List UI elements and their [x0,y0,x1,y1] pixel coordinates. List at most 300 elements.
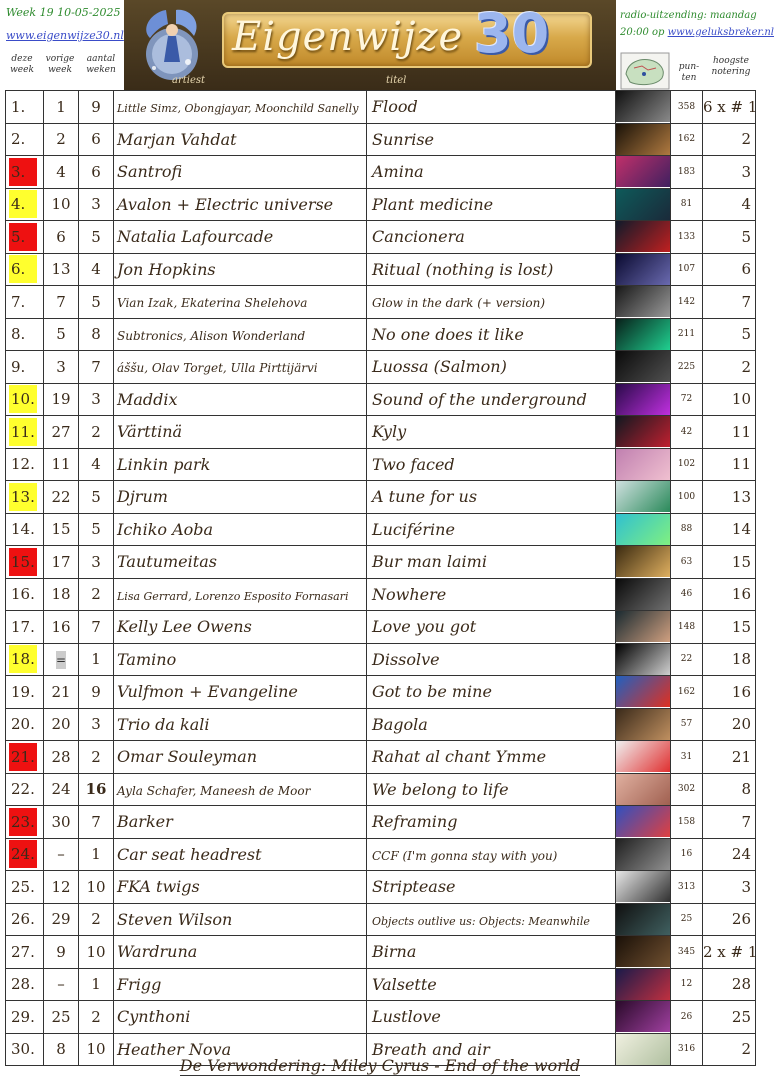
position: 21. [9,743,37,771]
artist-cell [114,741,367,774]
peak-cell [703,253,756,286]
weeks-cell [79,188,114,221]
position: 25. [11,877,35,896]
points-cell [671,448,703,481]
position: 19. [11,682,35,701]
broadcast-info [620,27,774,38]
prev-position: – [57,845,65,864]
peak: 16 [731,585,751,604]
weeks-cell [79,578,114,611]
title-cell [367,676,616,709]
title-cell [367,578,616,611]
site-link[interactable]: www.eigenwijze30.nl [6,29,124,42]
artist: Tautumeitas [117,552,217,572]
cover-cell [616,546,671,579]
cover-cell [616,351,671,384]
points: 100 [677,491,696,502]
artist: Heather Nova [117,1039,232,1059]
points-cell [671,123,703,156]
prev-cell [44,936,79,969]
album-cover-image [616,644,670,675]
table-row [6,156,756,189]
chart-table [5,90,756,1066]
week-date: Week 19 10-05-2025 [6,6,121,19]
artist: Lisa Gerrard, Lorenzo Esposito Fornasari [117,589,349,603]
cover-cell [616,513,671,546]
prev-cell [44,871,79,904]
points: 25 [680,914,693,925]
cover-cell [616,611,671,644]
album-cover-image [616,351,670,382]
peak: 5 [741,325,751,344]
title-cell [367,936,616,969]
points-cell [671,383,703,416]
track-title: We belong to life [372,779,509,799]
weeks-cell [79,838,114,871]
points-cell [671,318,703,351]
title-cell [367,773,616,806]
album-cover-image [616,936,670,967]
album-cover-image [616,774,670,805]
prev-position: 17 [51,552,71,571]
points-cell [671,806,703,839]
cover-cell [616,416,671,449]
weeks-count: 10 [86,877,106,896]
prev-cell [44,968,79,1001]
position: 20. [11,715,35,734]
table-row [6,481,756,514]
points: 162 [677,686,696,697]
position: 6. [9,255,37,283]
track-title: Valsette [372,974,437,994]
position-cell [6,676,44,709]
points-cell [671,91,703,124]
prev-cell [44,416,79,449]
prev-position: 6 [56,227,66,246]
peak: 26 [731,910,751,929]
peak-cell [703,806,756,839]
artist: Barker [117,812,173,832]
points: 26 [680,1011,693,1022]
points: 183 [677,166,696,177]
track-title: Glow in the dark (+ version) [372,296,546,311]
position-cell [6,448,44,481]
cover-cell [616,871,671,904]
position-cell [6,578,44,611]
artist-cell [114,351,367,384]
prev-position: 22 [51,487,71,506]
prev-cell [44,383,79,416]
position-cell [6,806,44,839]
title-cell [367,871,616,904]
artist: Steven Wilson [117,909,233,929]
position: 24. [9,840,37,868]
title-cell [367,903,616,936]
table-row [6,806,756,839]
title-cell [367,643,616,676]
position: 7. [11,292,26,311]
artist: Tamino [117,649,177,669]
points-cell [671,643,703,676]
position: 28. [11,975,35,994]
prev-position: 19 [51,390,71,409]
weeks-count: 4 [91,260,101,279]
weeks-count: 2 [91,422,101,441]
cover-cell [616,383,671,416]
points-cell [671,546,703,579]
artist: FKA twigs [117,877,200,897]
weeks-count: 1 [91,650,101,669]
footer [0,1056,760,1075]
prev-cell [44,448,79,481]
track-title: Amina [372,162,424,182]
weeks-count: 3 [91,715,101,734]
points: 162 [677,134,696,145]
album-cover-image [616,156,670,187]
table-row [6,611,756,644]
weeks-count: 2 [91,585,101,604]
position-cell [6,253,44,286]
cover-cell [616,806,671,839]
album-cover-image [616,676,670,707]
page-title: Eigenwijze [232,14,464,60]
position: 30. [11,1040,35,1059]
points: 12 [680,979,693,990]
prev-cell [44,741,79,774]
prev-cell [44,318,79,351]
position-cell [6,188,44,221]
artist: Trio da kali [117,714,210,734]
prev-position: 3 [56,357,66,376]
peak-cell [703,903,756,936]
weeks-cell [79,1001,114,1034]
peak: 16 [731,682,751,701]
prev-cell [44,643,79,676]
peak: 10 [731,390,751,409]
weeks-count: 6 [91,130,101,149]
title-cell [367,741,616,774]
artist-cell [114,676,367,709]
artist-cell [114,903,367,936]
weeks-cell [79,676,114,709]
col-head-this-week: deze week [10,54,34,75]
prev-cell [44,286,79,319]
position: 2. [11,130,26,149]
position-cell [6,903,44,936]
cover-cell [616,318,671,351]
points-cell [671,513,703,546]
prev-position: 20 [51,715,71,734]
peak-cell [703,773,756,806]
peak: 8 [741,780,751,799]
position: 18. [9,645,37,673]
title-cell [367,221,616,254]
position-cell [6,773,44,806]
peak: 21 [731,747,751,766]
peak: 14 [731,520,751,539]
cover-cell [616,838,671,871]
artist: Frigg [117,974,162,994]
artist-cell [114,383,367,416]
position: 12. [11,455,35,474]
peak-cell [703,1001,756,1034]
artist-cell [114,968,367,1001]
weeks-count: 5 [91,292,101,311]
position: 9. [11,357,26,376]
prev-position: 18 [51,585,71,604]
position: 16. [11,585,35,604]
track-title: Rahat al chant Ymme [372,747,547,767]
points-cell [671,1001,703,1034]
cover-cell [616,643,671,676]
artist-cell [114,578,367,611]
points-cell [671,676,703,709]
prev-position: 21 [51,682,71,701]
peak: 2 [741,130,751,149]
artist-cell [114,611,367,644]
peak: 3 [741,877,751,896]
prev-cell [44,676,79,709]
peak-cell [703,611,756,644]
points-cell [671,416,703,449]
album-cover-image [616,189,670,220]
label-artist: artiest [172,75,206,86]
artist: Linkin park [117,454,211,474]
album-cover-image [616,709,670,740]
weeks-cell [79,221,114,254]
points-cell [671,253,703,286]
points: 211 [677,329,696,340]
position: 29. [11,1007,35,1026]
position-cell [6,611,44,644]
track-title: No one does it like [372,324,524,344]
artist: Marjan Vahdat [117,129,237,149]
position-cell [6,91,44,124]
album-cover-image [616,1001,670,1032]
weeks-count: 4 [91,455,101,474]
position: 13. [9,483,37,511]
weeks-count: 3 [91,390,101,409]
table-row [6,91,756,124]
prev-position: 9 [56,942,66,961]
weeks-count: 7 [91,617,101,636]
track-title: Reframing [372,812,458,832]
title-cell [367,318,616,351]
peak-cell [703,156,756,189]
title-cell [367,448,616,481]
artist: Santrofi [117,162,183,182]
prev-cell [44,1001,79,1034]
prev-position: 11 [51,455,71,474]
cover-cell [616,578,671,611]
points-cell [671,481,703,514]
weeks-count: 5 [91,487,101,506]
peak-cell [703,968,756,1001]
label-title: titel [386,75,407,86]
prev-position: 7 [56,292,66,311]
track-title: Plant medicine [372,194,494,214]
prev-cell [44,513,79,546]
peak-cell [703,676,756,709]
peak-cell [703,643,756,676]
album-cover-image [616,319,670,350]
title-cell [367,968,616,1001]
artist-cell [114,318,367,351]
cover-cell [616,91,671,124]
prev-position: – [57,975,65,994]
points-cell [671,611,703,644]
points: 88 [680,524,693,535]
points: 316 [677,1044,696,1055]
peak: 28 [731,975,751,994]
weeks-count: 3 [91,195,101,214]
peak: 25 [731,1007,751,1026]
track-title: Sunrise [372,129,435,149]
peak-cell [703,448,756,481]
weeks-count: 7 [91,812,101,831]
points-cell [671,578,703,611]
position: 8. [11,325,26,344]
artist-cell [114,546,367,579]
album-cover-image [616,254,670,285]
prev-cell [44,351,79,384]
position: 27. [11,942,35,961]
peak-cell [703,708,756,741]
artist-cell [114,936,367,969]
weeks-count: 1 [91,975,101,994]
prev-cell [44,838,79,871]
album-cover-image [616,221,670,252]
album-cover-image [616,579,670,610]
points: 31 [680,751,693,762]
points: 81 [680,199,693,210]
album-cover-image [616,481,670,512]
prev-position: 29 [51,910,71,929]
prev-position: 28 [51,747,71,766]
points-cell [671,156,703,189]
prev-position: 27 [51,422,71,441]
peak: 24 [731,845,751,864]
broadcast-site-link[interactable]: www.geluksbreker.nl [667,27,774,38]
position: 5. [9,223,37,251]
track-title: Objects outlive us: Objects: Meanwhile [372,914,590,928]
table-row [6,286,756,319]
points: 358 [677,101,696,112]
position-cell [6,936,44,969]
artist: Cynthoni [117,1007,191,1027]
track-title: Two faced [372,454,455,474]
cover-cell [616,123,671,156]
artist-cell [114,91,367,124]
cover-cell [616,773,671,806]
title-cell [367,383,616,416]
table-row [6,416,756,449]
points: 345 [677,946,696,957]
weeks-count: 10 [86,942,106,961]
title-cell [367,351,616,384]
peak: 5 [741,227,751,246]
col-head-prev-week: vorige week [45,54,75,75]
table-row [6,903,756,936]
cover-cell [616,253,671,286]
prev-cell [44,546,79,579]
album-cover-image [616,449,670,480]
track-title: Sound of the underground [372,389,587,409]
peak-cell [703,123,756,156]
title-cell [367,91,616,124]
weeks-count: 2 [91,1007,101,1026]
position: 1. [11,97,26,116]
track-title: Got to be mine [372,682,492,702]
points-cell [671,221,703,254]
peak-cell [703,416,756,449]
weeks-count: 2 [91,747,101,766]
points-cell [671,741,703,774]
position: 15. [9,548,37,576]
peak-cell [703,578,756,611]
points: 22 [680,654,693,665]
peak: 11 [731,455,751,474]
prev-position: 2 [56,130,66,149]
track-title: Breath and air [372,1039,490,1059]
prev-cell [44,806,79,839]
artist-cell [114,286,367,319]
weeks-cell [79,611,114,644]
weeks-cell [79,448,114,481]
weeks-count: 6 [91,162,101,181]
prev-position: 8 [56,1040,66,1059]
album-cover-image [616,806,670,837]
points-cell [671,871,703,904]
track-title: Lustlove [372,1007,441,1027]
position: 23. [9,808,37,836]
prev-position: = [56,652,67,667]
artist-cell [114,643,367,676]
artist-cell [114,123,367,156]
weeks-cell [79,871,114,904]
artist-cell [114,481,367,514]
position-cell [6,513,44,546]
col-head-weeks: aantal weken [86,54,116,75]
track-title: Nowhere [372,584,447,604]
position-cell [6,871,44,904]
peak: 15 [731,552,751,571]
title-cell [367,838,616,871]
table-row [6,643,756,676]
position-cell [6,838,44,871]
points-cell [671,708,703,741]
weeks-cell [79,708,114,741]
album-cover-image [616,969,670,1000]
points: 57 [680,719,693,730]
table-row [6,513,756,546]
table-row [6,676,756,709]
track-title: A tune for us [372,487,478,507]
title-cell [367,513,616,546]
weeks-count: 9 [91,97,101,116]
weeks-cell [79,123,114,156]
col-head-points: pun-ten [678,62,700,83]
weeks-count: 5 [91,227,101,246]
prev-cell [44,773,79,806]
peak-cell [703,513,756,546]
points: 107 [677,264,696,275]
artist: Värttinä [117,422,183,442]
position-cell [6,351,44,384]
cover-cell [616,968,671,1001]
track-title: Birna [372,942,417,962]
track-title: Love you got [372,617,477,637]
